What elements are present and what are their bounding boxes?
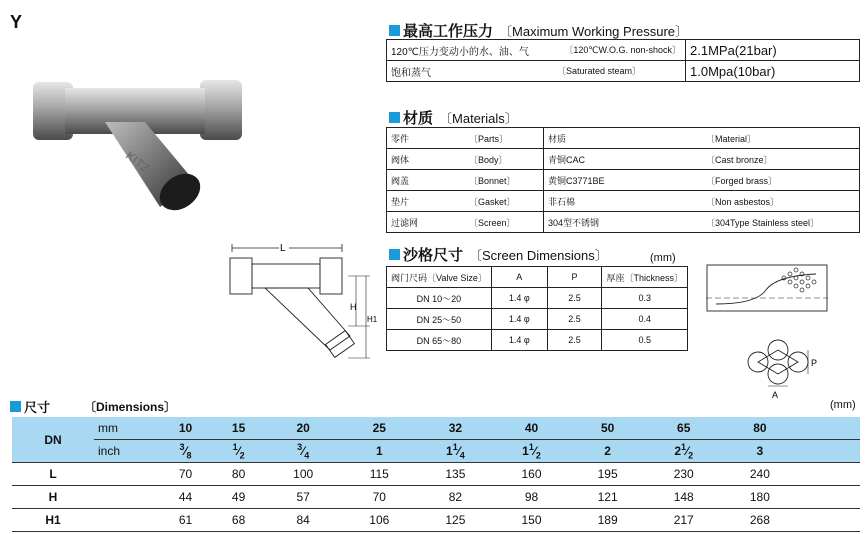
- dim-P-label: P: [811, 358, 818, 368]
- screen-unit: (mm): [650, 252, 676, 264]
- strainer-drawing: [220, 238, 380, 363]
- dim-A-label: A: [772, 390, 779, 400]
- dim-H-label: H: [350, 302, 357, 312]
- table-row: 饱和蒸气 〔Saturated steam〕 1.0Mpa(10bar): [387, 61, 860, 82]
- inch-value: $1^1⁄_4$: [417, 440, 493, 463]
- inch-value: $2^1⁄_2$: [646, 440, 722, 463]
- dimensions-table: [12, 417, 860, 532]
- table-row: 120℃压力变动小的水、油、气 〔120℃W.O.G. non-shock〕 2.1MPa(21bar): [387, 40, 860, 61]
- dimensions-title: 尺寸 〔Dimensions〕: [10, 397, 176, 416]
- materials-table: [386, 127, 860, 233]
- materials-title: 材质 〔Materials〕: [389, 107, 518, 128]
- table-row: DN 65～80 1.4 φ 2.5 0.5: [387, 330, 688, 351]
- inch-value: 3: [722, 440, 798, 463]
- table-row: 零件 〔Parts〕 材质 〔Material〕: [387, 128, 860, 149]
- strainer-photo: [25, 62, 250, 222]
- inch-value: $1^1⁄_2$: [493, 440, 569, 463]
- dim-L-label: L: [280, 243, 286, 254]
- screen-hole-pattern: [736, 336, 826, 402]
- table-row: L 70 80 100 115 135 160 195 230 240: [12, 463, 860, 486]
- series-letter: Y: [10, 12, 23, 32]
- dim-H1-label: H1: [367, 315, 378, 324]
- pressure-title: 最高工作压力 〔Maximum Working Pressure〕: [389, 20, 688, 41]
- screen-table: [386, 266, 688, 351]
- table-row: DN 25～50 1.4 φ 2.5 0.4: [387, 309, 688, 330]
- table-row: 垫片 〔Gasket〕 非石棉 〔Non asbestos〕: [387, 191, 860, 212]
- inch-value: $^1⁄_2$: [212, 440, 265, 463]
- svg-text:KITZ: KITZ: [123, 148, 153, 176]
- table-row: 过滤网 〔Screen〕 304型不锈钢 〔304Type Stainless steel〕: [387, 212, 860, 233]
- table-row: H 44 49 57 70 82 98 121 148 180: [12, 486, 860, 509]
- table-row: 阀门尺码〔Valve Size〕 A P 厚座〔Thickness〕: [387, 267, 688, 288]
- pressure-table: [386, 39, 860, 82]
- table-row: DN 10～20 1.4 φ 2.5 0.3: [387, 288, 688, 309]
- table-row: DN mm 10 15 20 25 32 40 50 65 80: [12, 417, 860, 440]
- screen-mesh-drawing: [706, 264, 828, 312]
- inch-value: 1: [341, 440, 417, 463]
- inch-value: $^3⁄_4$: [265, 440, 341, 463]
- table-row: 阀体 〔Body〕 青铜CAC 〔Cast bronze〕: [387, 149, 860, 170]
- dimensions-unit: (mm): [830, 399, 856, 411]
- inch-value: 2: [570, 440, 646, 463]
- table-row: H1 61 68 84 106 125 150 189 217 268: [12, 509, 860, 532]
- table-row: inch $^3⁄_8$ $^1⁄_2$ $^3⁄_4$ 1 $1^1⁄_4$ $1^1⁄_2$ 2 $2^1⁄_2$ 3: [12, 440, 860, 463]
- inch-value: $^3⁄_8$: [159, 440, 212, 463]
- table-row: 阀盖 〔Bonnet〕 黄铜C3771BE 〔Forged brass〕: [387, 170, 860, 191]
- screen-title: 沙格尺寸 〔Screen Dimensions〕: [389, 244, 608, 265]
